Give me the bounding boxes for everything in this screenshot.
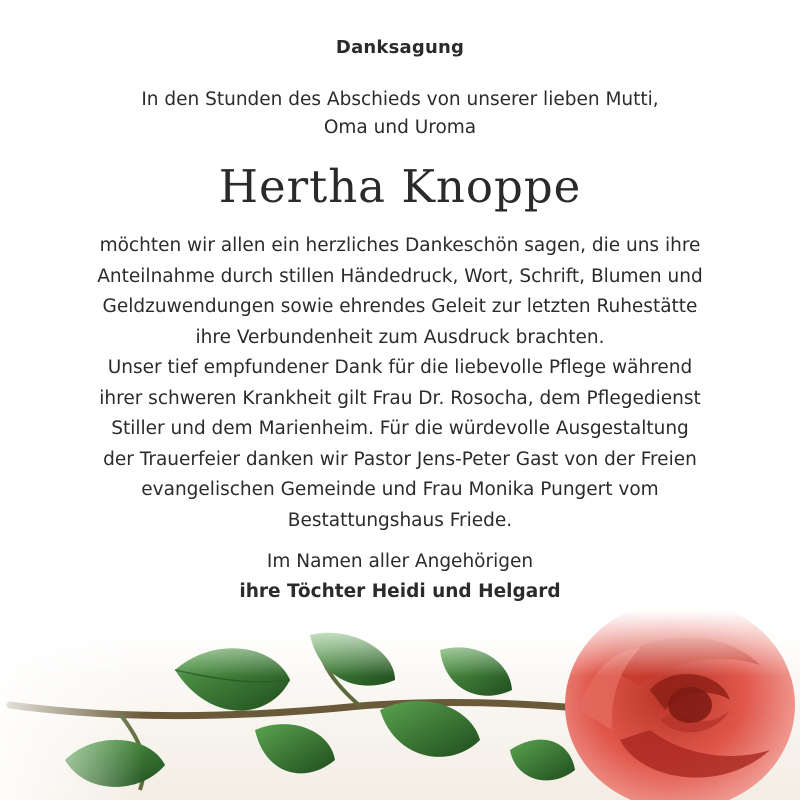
intro-line: Oma und Uroma	[323, 117, 477, 138]
body-line: Bestattungshaus Friede.	[287, 509, 513, 531]
body-line: Stiller und dem Marienheim. Für die würdevolle Ausgestaltung	[111, 418, 689, 439]
intro-line: In den Stunden des Abschieds von unserer lieben Mutti,	[141, 89, 659, 110]
intro-text	[0, 86, 800, 142]
thanks-body	[20, 231, 780, 536]
notice-heading: Danksagung	[335, 37, 465, 58]
deceased-name: Hertha Knoppe	[218, 160, 582, 213]
body-line: Unser tief empfundener Dank für die liebevolle Pflege während	[107, 357, 693, 378]
body-line: Anteilnahme durch stillen Händedruck, Wort, Schrift, Blumen und	[97, 265, 703, 287]
body-line: evangelischen Gemeinde und Frau Monika Pungert vom	[141, 479, 659, 500]
body-line: Geldzuwendungen sowie ehrendes Geleit zur letzten Ruhestätte	[102, 296, 698, 317]
body-line: ihre Verbundenheit zum Ausdruck brachten.	[195, 326, 605, 348]
signature	[0, 547, 800, 607]
body-line: möchten wir allen ein herzliches Dankeschön sagen, die uns ihre	[99, 235, 701, 256]
body-line: ihrer schweren Krankheit gilt Frau Dr. Rosocha, dem Pflegedienst	[99, 387, 701, 409]
body-line: der Trauerfeier danken wir Pastor Jens-Peter Gast von der Freien	[103, 448, 697, 470]
signature-line: Im Namen aller Angehörigen	[266, 551, 534, 572]
rose-image	[0, 610, 800, 800]
rose-illustration	[0, 610, 800, 800]
signature-names: ihre Töchter Heidi und Helgard	[239, 581, 561, 602]
